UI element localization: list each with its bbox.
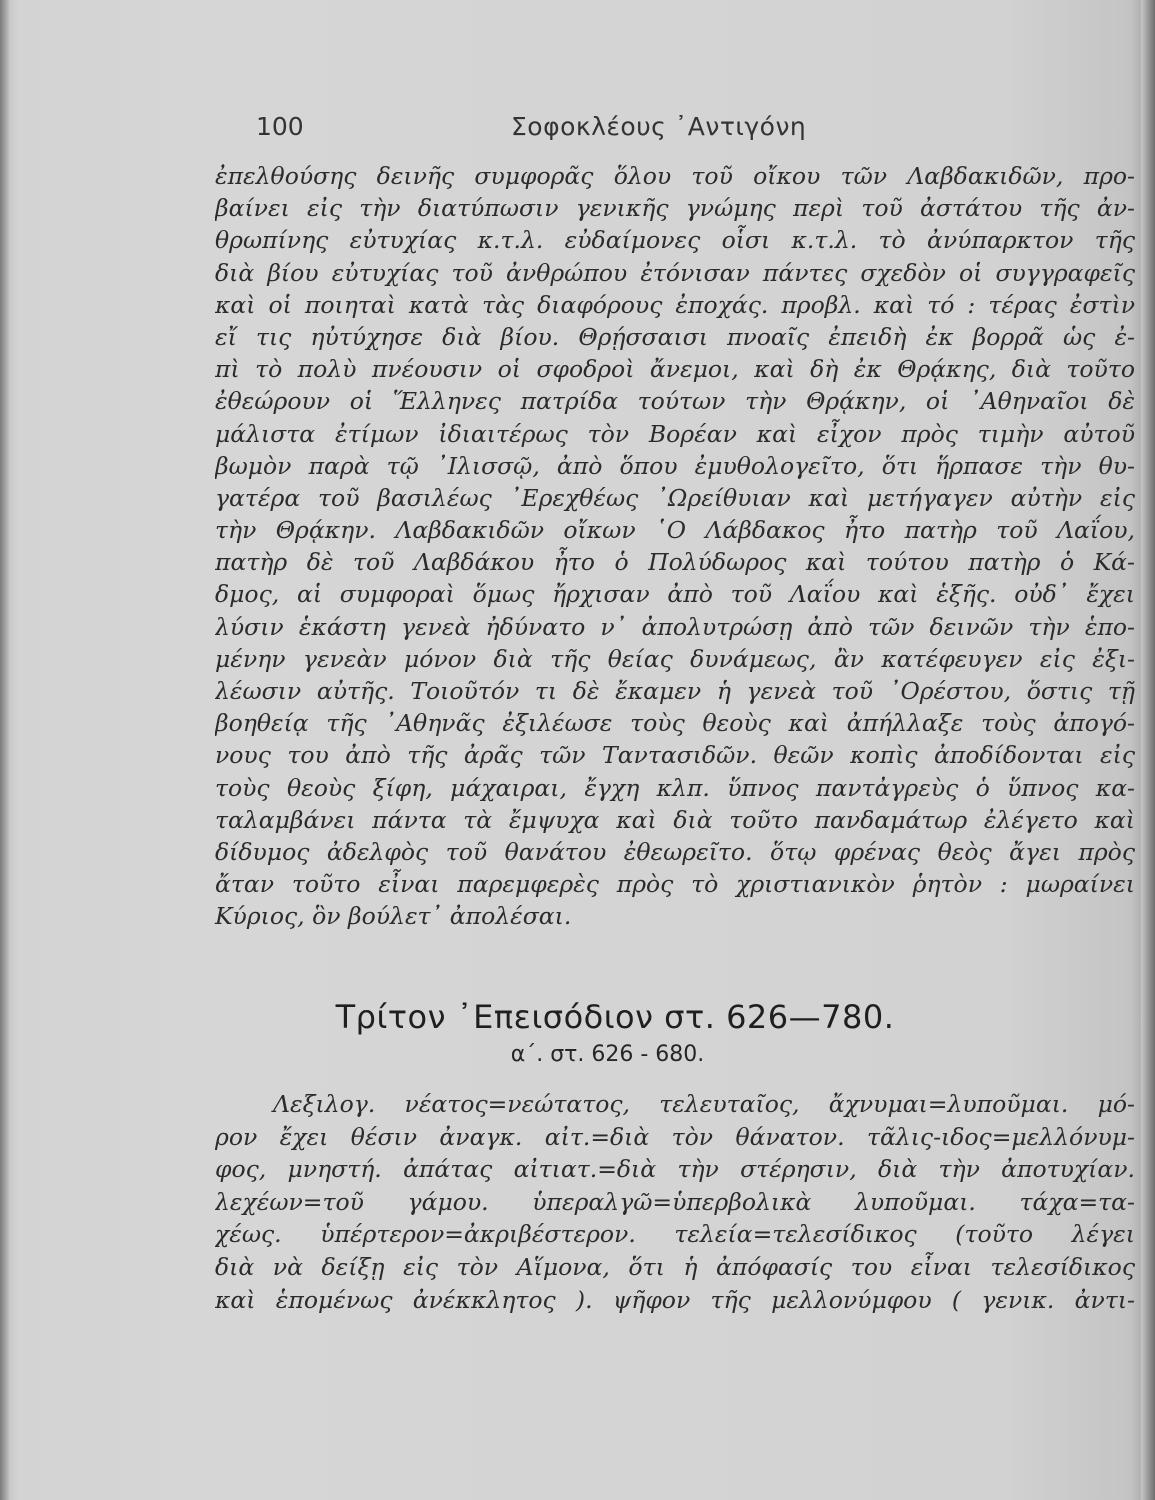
text-line: δίδυμος ἀδελφὸς τοῦ θανάτου ἐθεωρεῖτο. ὅτῳ φρένας θεὸς ἄγει πρὸς	[215, 837, 1135, 866]
text-line: δμος, αἱ συμφοραὶ ὅμως ἤρχισαν ἀπὸ τοῦ Λαΐου καὶ ἑξῆς. οὐδ᾿ ἔχει	[215, 580, 1135, 609]
text-line: εἴ τις ηὐτύχησε διὰ βίου. Θρῄσσαισι πνοαῖς ἐπειδὴ ἐκ βορρᾶ ὡς ἐ-	[215, 322, 1135, 351]
section-title: Τρίτον ᾿Επεισόδιον στ. 626—780.	[335, 998, 895, 1036]
text-line: λύσιν ἑκάστη γενεὰ ἠδύνατο ν᾿ ἀπολυτρώσῃ ἀπὸ τῶν δεινῶν τὴν ἑπο-	[215, 612, 1135, 641]
text-line: νους του ἀπὸ τῆς ἀρᾶς τῶν Ταντασιδῶν. θεῶν κοπὶς ἀποδίδονται εἰς	[215, 741, 1135, 770]
page-binding-edge	[0, 0, 10, 1500]
text-line: βωμὸν παρὰ τῷ ᾿Ιλισσῷ, ἀπὸ ὅπου ἐμυθολογεῖτο, ὅτι ἥρπασε τὴν θυ-	[215, 451, 1135, 480]
text-line: ἄταν τοῦτο εἶναι παρεμφερὲς πρὸς τὸ χριστιανικὸν ῥητὸν : μωραίνει	[215, 870, 1135, 899]
text-line: βοηθείᾳ τῆς ᾿Αθηνᾶς ἐξιλέωσε τοὺς θεοὺς καὶ ἀπήλλαξε τοὺς ἀπογό-	[215, 709, 1135, 738]
page-right-edge	[1141, 0, 1155, 1500]
text-line: ἐθεώρουν οἱ Ἕλληνες πατρίδα τούτων τὴν Θρᾴκην, οἱ ᾿Αθηναῖοι δὲ	[215, 387, 1135, 416]
glossary-line: φος, μνηστή. ἀπάτας αἰτιατ.=διὰ τὴν στέρησιν, διὰ τὴν ἀποτυχίαν.	[215, 1155, 1135, 1184]
glossary-line: διὰ νὰ δείξῃ εἰς τὸν Αἵμονα, ὅτι ἡ ἀπόφασίς του εἶναι τελεσίδικος	[215, 1252, 1135, 1281]
glossary-line: λεχέων=τοῦ γάμου. ὑπεραλγῶ=ὑπερβολικὰ λυποῦμαι. τάχα=τα-	[215, 1187, 1135, 1216]
glossary-line: Λεξιλογ. νέατος=νεώτατος, τελευταῖος, ἄχνυμαι=λυποῦμαι. μό-	[273, 1090, 1135, 1118]
page-header	[256, 112, 856, 152]
text-line: ἐπελθούσης δεινῆς συμφορᾶς ὅλου τοῦ οἴκου τῶν Λαβδακιδῶν, προ-	[215, 162, 1135, 190]
text-line: διὰ βίου εὐτυχίας τοῦ ἀνθρώπου ἐτόνισαν πάντες σχεδὸν οἱ συγγραφεῖς	[215, 258, 1135, 287]
text-line: Κύριος, ὃν βούλετ᾿ ἀπολέσαι.	[215, 902, 572, 931]
text-line: πατὴρ δὲ τοῦ Λαβδάκου ἦτο ὁ Πολύδωρος καὶ τούτου πατὴρ ὁ Κά-	[215, 548, 1135, 577]
glossary-line: χέως. ὑπέρτερον=ἀκριβέστερον. τελεία=τελεσίδικος (τοῦτο λέγει	[215, 1220, 1135, 1249]
glossary-line: καὶ ἑπομένως ἀνέκκλητος ). ψῆφον τῆς μελλονύμφου ( γενικ. ἀντι-	[215, 1285, 1135, 1314]
page-number: 100	[256, 112, 304, 141]
text-line: πὶ τὸ πολὺ πνέουσιν οἱ σφοδροὶ ἄνεμοι, καὶ δὴ ἐκ Θρᾴκης, διὰ τοῦτο	[215, 355, 1135, 384]
section-subtitle: α΄. στ. 626 - 680.	[510, 1042, 705, 1067]
text-line: λέωσιν αὐτῆς. Τοιοῦτόν τι δὲ ἔκαμεν ἡ γενεὰ τοῦ ᾿Ορέστου, ὅστις τῇ	[215, 677, 1135, 705]
text-line: μάλιστα ἐτίμων ἰδιαιτέρως τὸν Βορέαν καὶ εἶχον πρὸς τιμὴν αὐτοῦ	[215, 419, 1135, 448]
text-line: ταλαμβάνει πάντα τὰ ἔμψυχα καὶ διὰ τοῦτο πανδαμάτωρ ἐλέγετο καὶ	[215, 805, 1135, 834]
text-line: μένην γενεὰν μόνον διὰ τῆς θείας δυνάμεως, ἂν κατέφευγεν εἰς ἐξι-	[215, 644, 1135, 673]
running-title: Σοφοκλέους ᾿Αντιγόνη	[511, 112, 807, 141]
text-line: καὶ οἱ ποιηταὶ κατὰ τὰς διαφόρους ἐποχάς. προβλ. καὶ τό : τέρας ἐστὶν	[215, 290, 1135, 319]
commentary-paragraph	[215, 160, 1135, 933]
text-line: θρωπίνης εὐτυχίας κ.τ.λ. εὐδαίμονες οἷσι κ.τ.λ. τὸ ἀνύπαρκτον τῆς	[215, 226, 1135, 255]
text-line: βαίνει εἰς τὴν διατύπωσιν γενικῆς γνώμης περὶ τοῦ ἀστάτου τῆς ἀν-	[215, 194, 1135, 223]
text-line: γατέρα τοῦ βασιλέως ᾿Ερεχθέως ᾿Ωρείθυιαν καὶ μετήγαγεν αὐτὴν εἰς	[215, 483, 1135, 512]
text-line: τοὺς θεοὺς ξίφη, μάχαιραι, ἔγχη κλπ. ὕπνος παντἀγρεὺς ὁ ὕπνος κα-	[215, 773, 1135, 802]
glossary-line: ρον ἔχει θέσιν ἀναγκ. αἰτ.=διὰ τὸν θάνατον. τᾶλις-ιδος=μελλόνυμ-	[215, 1122, 1135, 1151]
glossary-paragraph	[215, 1088, 1135, 1316]
text-line: τὴν Θρᾴκην. Λαβδακιδῶν οἴκων ῾Ο Λάβδακος ἦτο πατὴρ τοῦ Λαΐου,	[215, 516, 1135, 545]
